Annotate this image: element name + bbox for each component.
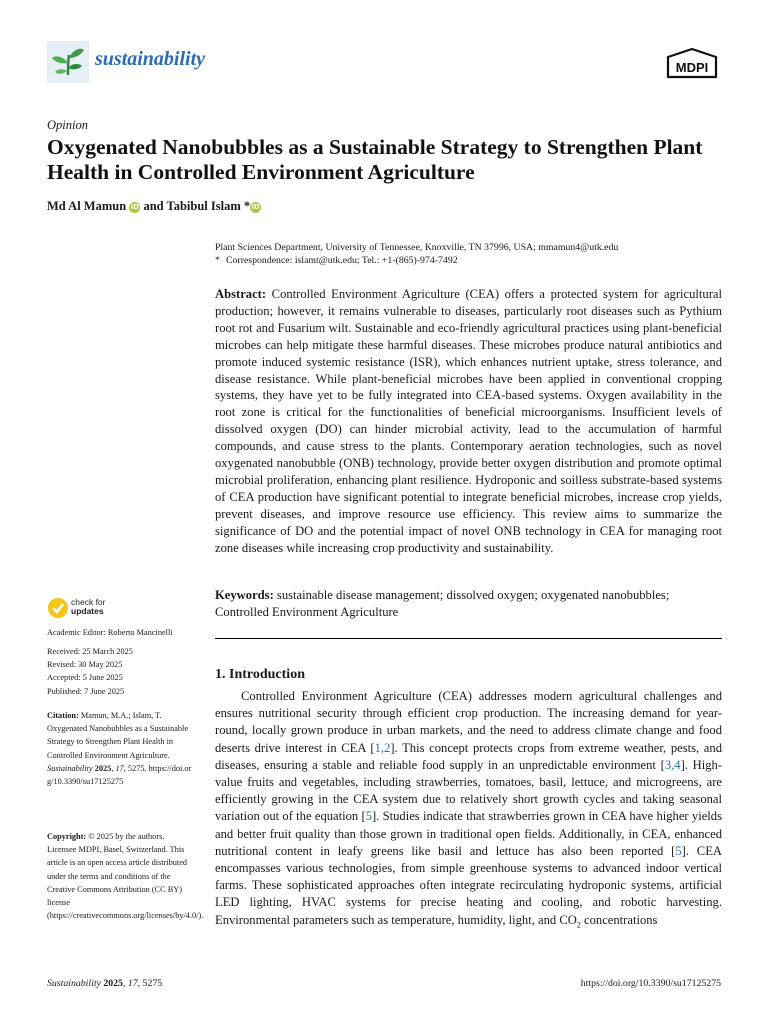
- keywords-text: sustainable disease management; dissolved oxygen; oxygenated nanobubbles; Controlled Environment Agriculture: [215, 588, 670, 619]
- citation-link[interactable]: 3,4: [664, 757, 681, 772]
- section-heading: 1. Introduction: [215, 667, 305, 682]
- mdpi-logo-icon: [664, 47, 720, 79]
- citation-link[interactable]: 5: [365, 809, 372, 824]
- citation-block: Citation: Mamun, M.A.; Islam, T. Oxygenated Nanobubbles as a Sustainable Strategy to Strengthen Plant Health in Controlled Environment Agriculture. Sustainability 2025, 17, 5275. https://doi.org/10.3390/su17125275: [47, 711, 192, 787]
- divider: [215, 638, 722, 639]
- copyright-block: [47, 830, 204, 922]
- copyright-text: © 2025 by the authors. Licensee MDPI, Basel, Switzerland. This article is an open access article distributed under the terms and conditions of the Creative Commons Attribution (CC BY) license (https://creativecommons.org/licenses/by/4.0/).: [47, 832, 204, 921]
- orcid-icon[interactable]: iD: [251, 203, 260, 211]
- check-updates-icon: [47, 597, 69, 619]
- journal-name[interactable]: sustainability: [95, 48, 206, 70]
- accepted-date: Accepted: 5 June 2025: [47, 673, 123, 683]
- affiliation: Plant Sciences Department, University of Tennessee, Knoxville, TN 37996, USA; mmamun4@utk.edu: [215, 242, 619, 253]
- journal-logo-icon: [47, 41, 89, 83]
- abstract-label: Abstract:: [215, 287, 267, 301]
- author-name[interactable]: Tabibul Islam *: [166, 199, 251, 213]
- citation-volume: 17: [115, 763, 124, 773]
- citation-doi[interactable]: , 5275. https://doi.org/10.3390/su17125275: [47, 763, 192, 787]
- keywords: [215, 587, 722, 621]
- abstract: [215, 286, 722, 557]
- svg-text:MDPI: MDPI: [675, 60, 709, 75]
- citation-text: Mamun, M.A.; Islam, T. Oxygenated Nanobubbles as a Sustainable Strategy to Strengthen Plant Health in Controlled Environment Agriculture.: [47, 711, 189, 760]
- copyright-label: Copyright:: [47, 832, 87, 841]
- article-title: Oxygenated Nanobubbles as a Sustainable Strategy to Strengthen Plant Health in Controlled Environment Agriculture: [47, 135, 703, 184]
- received-date: Received: 25 March 2025: [47, 647, 133, 656]
- check-label: check for: [71, 597, 106, 607]
- author-separator: and: [143, 199, 164, 213]
- author-name[interactable]: Md Al Mamun: [47, 199, 127, 213]
- citation-link[interactable]: 1,2: [374, 740, 391, 755]
- citation-link[interactable]: 5: [675, 843, 682, 858]
- author-line: [47, 199, 261, 214]
- abstract-text: Controlled Environment Agriculture (CEA) offers a protected system for agricultural production; however, it remains vulnerable to diseases, particularly root diseases such as Pythium root rot and Fusarium wilt. Sustainable and eco-friendly agricultural practices using plant-beneficial microbes can help mitigate these harmful diseases. These microbes produce natural antibiotics and promote induced systemic resistance (ISR), which enhances nutrient uptake, stress tolerance, and disease resistance. While plant-beneficial microbes have been applied in conventional cropping systems, they have yet to be fully integrated into CEA-based systems. Oxygen availability in the root zone is critical for the functionalities of beneficial microorganisms. Insufficient levels of dissolved oxygen (DO) can hinder microbial activity, lead to the accumulation of harmful compounds, and cause stress to the plants. Contemporary aeration technologies, such as novel oxygenated nanobubble (ONB) technology, provide better oxygen distribution and promote optimal microbial proliferation, enhancing plant resilience. Hydroponic and soilless substrate-based systems of CEA production have significant potential to integrate beneficial microbes, increase crop yields, prevent diseases, and improve resource use efficiency. This review aims to summarize the significance of DO and the potential impact of novel ONB technology in CEA for managing root zone diseases while increasing crop productivity and sustainability.: [215, 287, 722, 555]
- citation-journal: Sustainability: [47, 763, 93, 773]
- orcid-icon[interactable]: iD: [130, 203, 139, 211]
- article-type: Opinion: [47, 118, 88, 132]
- revised-date: Revised: 30 May 2025: [47, 660, 123, 670]
- check-for-updates-button[interactable]: [47, 597, 117, 621]
- intro-paragraph: Controlled Environment Agriculture (CEA) addresses modern agricultural challenges and ensures nutritional security through efficient crop production. The increasing demand for year-round, locally grown produce in urban markets, and the need to address climate change and food deserts drive interest in CEA [1,2]. This concept protects crops from extreme weather, pests, and diseases, ensuring a stable and reliable food supply in an unpredictable environment [3,4]. High-value fruits and vegetables, including strawberries, tomatoes, basil, lettuce, and microgreens, are efficiently growing in the CEA system due to relatively short growth cycles and taking seasonal variation out of the equation [5]. Studies indicate that strawberries grown in CEA have higher yields and better fruit quality than those grown in traditional open fields. Additionally, in CEA, enhanced nutritional content in leafy greens like basil and lettuce has also been reported [5]. CEA encompasses various technologies, from simple greenhouse systems to advanced indoor vertical farms. These sophisticated approaches often integrate recirculating hydroponic systems, artificial LED lighting, HVAC systems for precise heating and cooling, and robotic harvesting. Environmental parameters such as temperature, humidity, light, and $CO_2$ concentrations: [215, 689, 722, 930]
- keywords-label: Keywords:: [215, 588, 274, 602]
- correspondence: * Correspondence: islamt@utk.edu; Tel.: +1-(865)-974-7492: [215, 255, 458, 266]
- footer-citation: Sustainability 2025, 17, 5275: [47, 978, 163, 989]
- citation-year: 2025: [94, 763, 112, 773]
- academic-editor: Academic Editor: Roberto Mancinelli: [47, 628, 173, 637]
- footer-doi-link[interactable]: https://doi.org/10.3390/su17125275: [580, 978, 721, 989]
- dates: [47, 645, 195, 698]
- updates-label: updates: [71, 606, 104, 616]
- published-date: Published: 7 June 2025: [47, 686, 125, 696]
- affiliations: [215, 241, 745, 267]
- citation-label: Citation:: [47, 711, 79, 720]
